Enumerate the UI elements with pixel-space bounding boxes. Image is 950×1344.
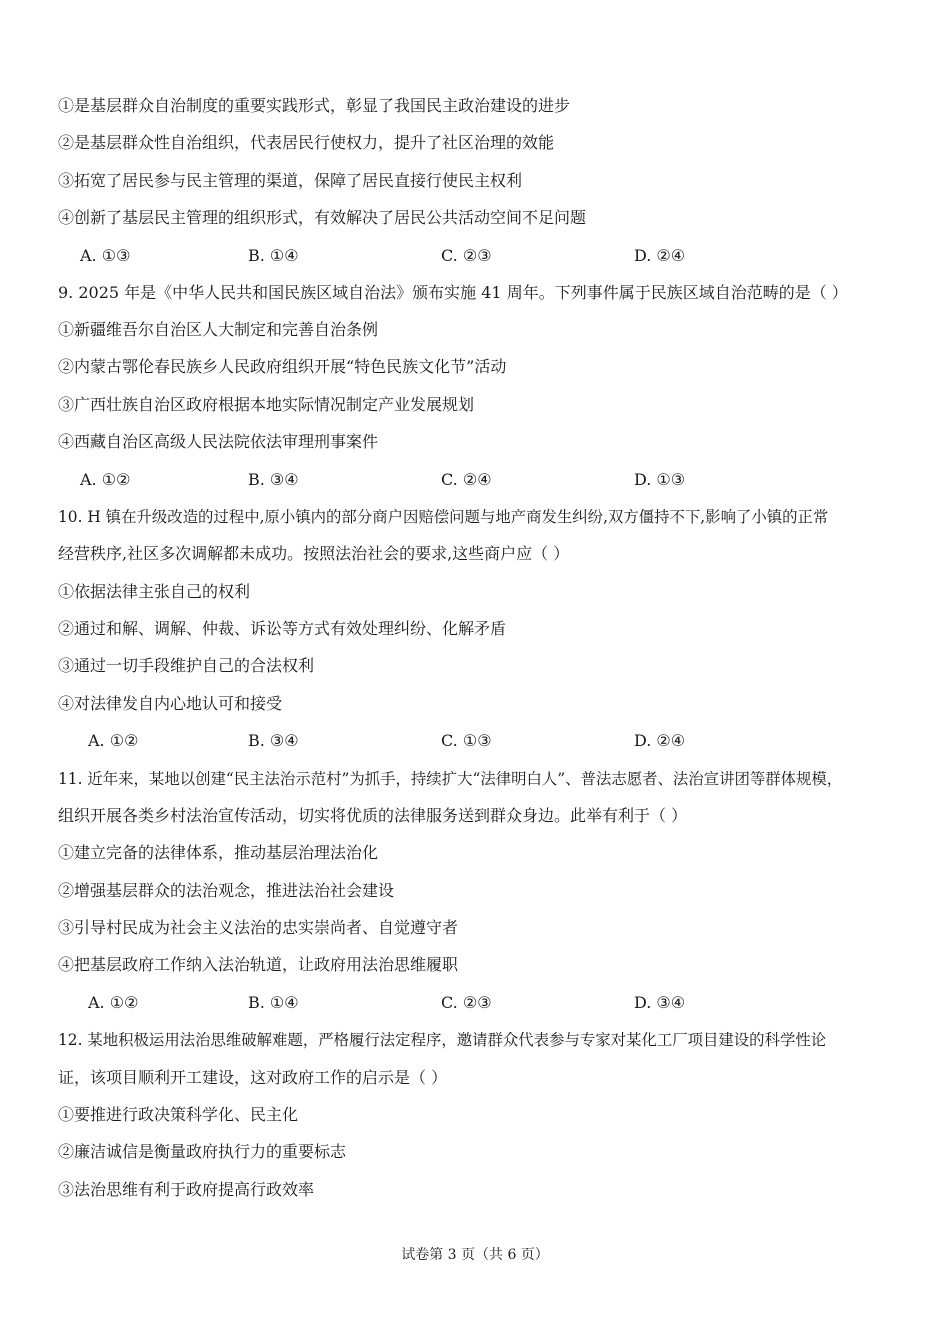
q12-item-1: ①要推进行政决策科学化、民主化 [58,1105,299,1124]
q9-option-b: B. ③④ [248,470,299,489]
q10-options [0,731,950,751]
q8-item-3: ③拓宽了居民参与民主管理的渠道，保障了居民直接行使民主权利 [58,171,523,190]
q11-option-c: C. ②③ [441,993,492,1012]
q11-option-b: B. ①④ [248,993,299,1012]
q11-item-3: ③引导村民成为社会主义法治的忠实崇尚者、自觉遵守者 [58,918,459,937]
q9-item-2: ②内蒙古鄂伦春民族乡人民政府组织开展“特色民族文化节”活动 [58,357,507,376]
q10-option-b: B. ③④ [248,731,299,750]
q8-item-4: ④创新了基层民主管理的组织形式，有效解决了居民公共活动空间不足问题 [58,208,587,227]
q10-item-3: ③通过一切手段维护自己的合法权利 [58,656,315,675]
q9-option-a: A. ①② [80,470,131,489]
q9-item-1: ①新疆维吾尔自治区人大制定和完善自治条例 [58,320,379,339]
q8-option-c: C. ②③ [441,246,492,265]
q10-item-2: ②通过和解、调解、仲裁、诉讼等方式有效处理纠纷、化解矛盾 [58,619,507,638]
q8-option-a: A. ①③ [80,246,131,265]
q8-option-d: D. ②④ [634,246,686,265]
q11-item-1: ①建立完备的法律体系，推动基层治理法治化 [58,843,379,862]
q8-option-b: B. ①④ [248,246,299,265]
q9-options [0,470,950,490]
q11-options [0,993,950,1013]
q8-item-2: ②是基层群众性自治组织，代表居民行使权力，提升了社区治理的效能 [58,133,555,152]
page-footer: 试卷第 3 页（共 6 页） [401,1247,549,1263]
q9-option-c: C. ②④ [441,470,492,489]
q10-item-4: ④对法律发自内心地认可和接受 [58,694,283,713]
q10-option-c: C. ①③ [441,731,492,750]
q12-item-3: ③法治思维有利于政府提高行政效率 [58,1180,315,1199]
q10-stem-line-1: 10. H 镇在升级改造的过程中,原小镇内的部分商户因赔偿问题与地产商发生纠纷,双方僵持不下,影响了小镇的正常 [58,508,829,526]
q11-option-a: A. ①② [88,993,139,1012]
q10-option-a: A. ①② [88,731,139,750]
q11-item-2: ②增强基层群众的法治观念，推进法治社会建设 [58,881,395,900]
q9-item-3: ③广西壮族自治区政府根据本地实际情况制定产业发展规划 [58,395,475,414]
q9-option-d: D. ①③ [634,470,686,489]
q12-stem-line-2: 证，该项目顺利开工建设，这对政府工作的启示是（ ） [58,1068,448,1087]
q9-stem: 9. 2025 年是《中华人民共和国民族区域自治法》颁布实施 41 周年。下列事件属于民族区域自治范畴的是（ ） [58,283,848,302]
q8-item-1: ①是基层群众自治制度的重要实践形式，彰显了我国民主政治建设的进步 [58,96,571,115]
q8-options [0,246,950,266]
q10-item-1: ①依据法律主张自己的权利 [58,582,251,601]
q11-item-4: ④把基层政府工作纳入法治轨道，让政府用法治思维履职 [58,955,459,974]
q10-option-d: D. ②④ [634,731,686,750]
q11-stem-line-2: 组织开展各类乡村法治宣传活动，切实将优质的法律服务送到群众身边。此举有利于（ ） [58,806,688,825]
q11-stem-line-1: 11. 近年来，某地以创建“民主法治示范村”为抓手，持续扩大“法律明白人”、普法志愿者、法治宣讲团等群体规模， [58,770,843,788]
q9-item-4: ④西藏自治区高级人民法院依法审理刑事案件 [58,432,379,451]
q11-option-d: D. ③④ [634,993,686,1012]
q12-item-2: ②廉洁诚信是衡量政府执行力的重要标志 [58,1142,347,1161]
q10-stem-line-2: 经营秩序,社区多次调解都未成功。按照法治社会的要求,这些商户应（ ） [58,544,570,563]
q12-stem-line-1: 12. 某地积极运用法治思维破解难题，严格履行法定程序，邀请群众代表参与专家对某化工厂项目建设的科学性论 [58,1031,827,1049]
